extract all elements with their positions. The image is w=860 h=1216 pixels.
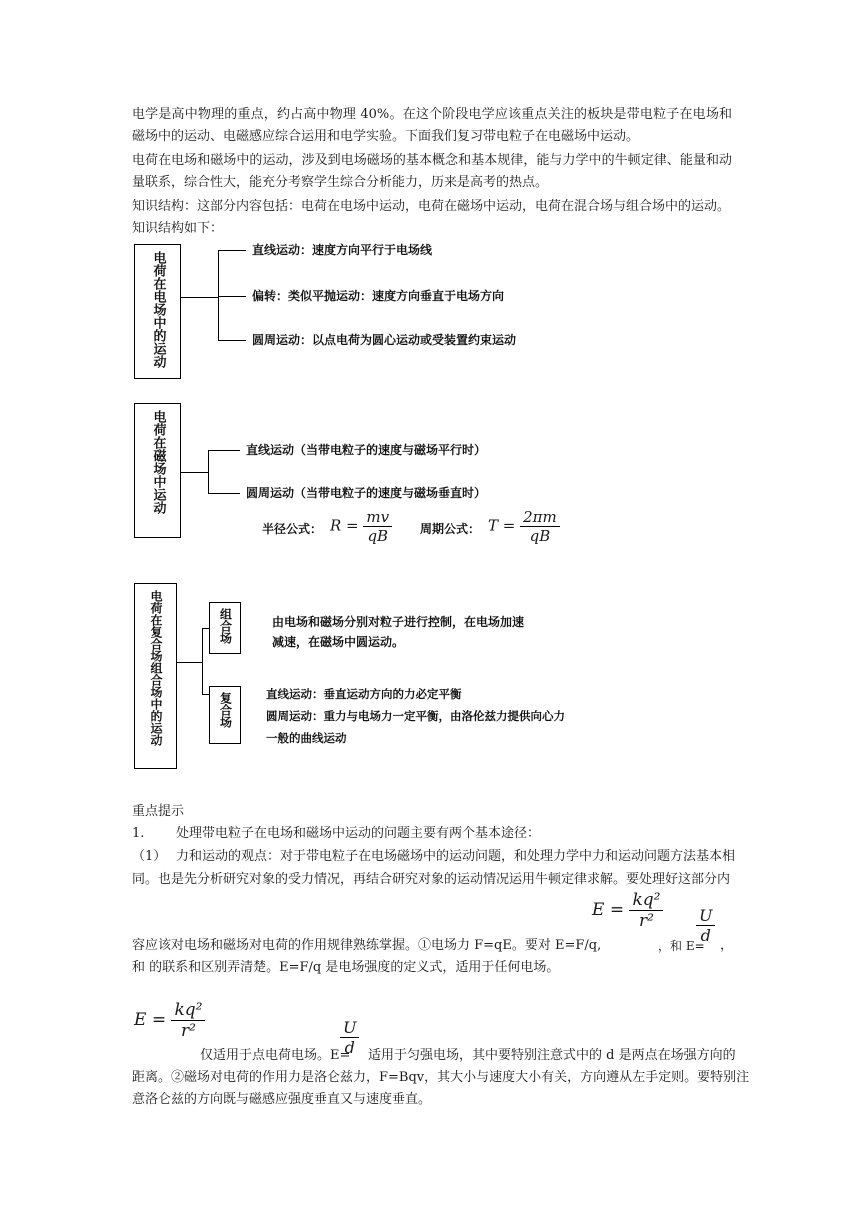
point-charge-numerator: kq² [629, 890, 663, 911]
point-charge-denominator: r² [638, 911, 654, 931]
uniform-denominator: d [700, 926, 711, 945]
tips-sub-1-line-7: 意洛仑兹的方向既与磁感应强度垂直又与速度垂直。 [132, 1092, 432, 1107]
connector-line [181, 472, 209, 473]
tips-sub-1-line-1: 力和运动的观点：对于带电粒子在电场磁场中的运动问题，和处理力学中力和运动问题方法基本相 [176, 849, 736, 864]
point-charge-formula-1 [592, 890, 663, 931]
point-charge-denominator: r² [180, 1021, 196, 1041]
connector-line [208, 493, 240, 494]
connector-line [177, 662, 203, 663]
sub-box-combined [209, 602, 241, 654]
period-denominator: qB [529, 527, 551, 545]
diagram1-item-2: 偏转：类似平抛运动：速度方向垂直于电场方向 [252, 289, 505, 303]
intro-paragraph-4: 知识结构如下： [132, 221, 224, 236]
composite-item-1: 直线运动：垂直运动方向的力必定平衡 [266, 687, 462, 701]
connector-line [218, 340, 246, 341]
diagram1-box [134, 244, 181, 379]
tips-item-1-number: 1. [132, 826, 145, 841]
tips-sub-1-line-2: 同。也是先分析研究对象的受力情况，再结合研究对象的运动情况运用牛顿定律求解。要处理好这部分内 [132, 872, 731, 887]
diagram2-item-2: 圆周运动（当带电粒子的速度与磁场垂直时） [246, 486, 487, 500]
intro-paragraph-1: 电学是高中物理的重点，约占高中物理 40%。在这个阶段电学应该重点关注的板块是带电粒子在电场和磁场中的运动、电磁感应综合运用和电学实验。下面我们复习带电粒子在电磁场中运动。 [132, 107, 732, 144]
tips-item-1: 处理带电粒子在电场和磁场中运动的问题主要有两个基本途径： [176, 826, 541, 841]
diagram1-item-1: 直线运动：速度方向平行于电场线 [252, 243, 433, 257]
diagram1-box-label: 电荷在电场中的运动 [150, 251, 166, 368]
tips-sub-1-line-3: 容应该对电场和磁场对电荷的作用规律熟练掌握。①电场力 F=qE。要对 E=F/q, [132, 938, 602, 953]
intro-paragraph-3: 知识结构：这部分内容包括：电荷在电场中运动，电荷在磁场中运动，电荷在混合场与组合场中的运动。 [132, 199, 731, 214]
combined-field-desc-2: 减速，在磁场中圆运动。 [272, 635, 405, 649]
sub-box-composite [209, 686, 241, 744]
composite-item-2: 圆周运动：重力与电场力一定平衡，由洛伦兹力提供向心力 [266, 709, 565, 723]
connector-line [218, 296, 246, 297]
tips-sub-1-line-4: 和 的联系和区别弄清楚。E=F/q 是电场强度的定义式，适用于任何电场。 [132, 960, 560, 975]
tips-sub-1-number: （1） [132, 849, 167, 864]
tips-sub-1-line-5b: 适用于匀强电场，其中要特别注意式中的 d 是两点在场强方向的 [368, 1048, 736, 1063]
diagram1-item-3: 圆周运动：以点电荷为圆心运动或受装置约束运动 [252, 333, 517, 347]
radius-lhs: R = [330, 516, 359, 535]
intro-paragraph-2: 电荷在电场和磁场中的运动，涉及到电场磁场的基本概念和基本规律，能与力学中的牛顿定律、能量和动量联系，综合性大，能充分考察学生综合分析能力，历来是高考的热点。 [132, 153, 732, 190]
radius-formula-label: 半径公式： [262, 522, 323, 536]
diagram3-box-label: 电荷在复合场组合场中的运动 [149, 590, 163, 746]
point-charge-lhs: E = [134, 1010, 167, 1030]
tips-sub-1-line-5a: 仅适用于点电荷电场。E= [200, 1048, 351, 1063]
point-charge-numerator: kq² [171, 1000, 205, 1021]
period-numerator: 2πm [520, 508, 560, 527]
connector-line [181, 297, 219, 298]
combined-field-desc-1: 由电场和磁场分别对粒子进行控制，在电场加速 [272, 615, 525, 629]
bracket-line [208, 450, 209, 493]
connector-line [208, 450, 240, 451]
radius-denominator: qB [367, 527, 389, 545]
period-lhs: T = [488, 516, 516, 535]
diagram2-box [134, 403, 181, 538]
radius-numerator: mv [363, 508, 392, 527]
bracket-line [218, 250, 219, 340]
bracket-line [202, 628, 203, 694]
tips-and-e: ，和 E= [658, 939, 705, 953]
uniform-numerator: U [340, 1018, 359, 1038]
composite-item-3: 一般的曲线运动 [266, 731, 347, 745]
uniform-denominator: d [344, 1038, 355, 1057]
tips-heading: 重点提示 [132, 804, 185, 819]
diagram3-box [134, 583, 177, 769]
connector-line [218, 250, 246, 251]
period-formula-label: 周期公式： [420, 522, 481, 536]
uniform-numerator: U [696, 906, 715, 926]
period-formula [488, 508, 560, 545]
diagram2-item-1: 直线运动（当带电粒子的速度与磁场平行时） [246, 443, 487, 457]
sub-box-combined-label: 组合场 [218, 608, 233, 644]
tips-sub-1-line-6: 距离。②磁场对电荷的作用力是洛仑兹力，F=Bqv，其大小与速度大小有关，方向遵从左手定则。要特别注 [132, 1070, 750, 1085]
tips-comma: ， [720, 938, 734, 953]
sub-box-composite-label: 复合场 [218, 692, 233, 728]
diagram2-box-label: 电荷在磁场中运动 [150, 410, 166, 514]
point-charge-lhs: E = [592, 900, 625, 920]
point-charge-formula-2 [134, 1000, 205, 1041]
radius-formula [330, 508, 392, 545]
